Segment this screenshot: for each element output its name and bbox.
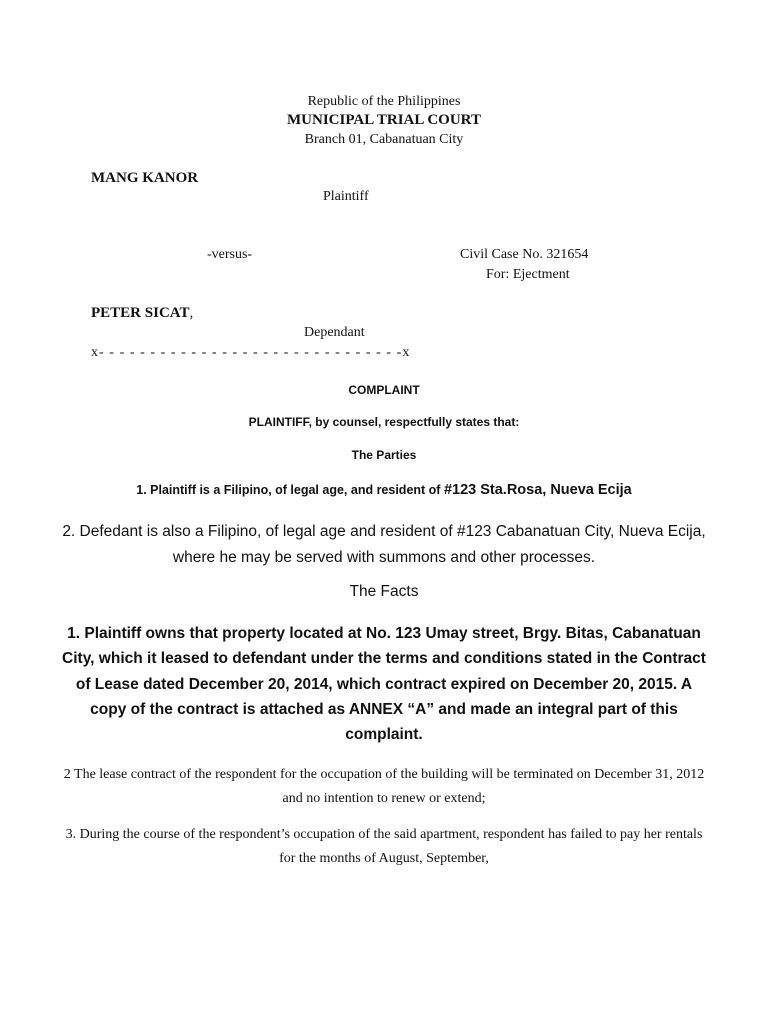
versus-label: -versus-: [207, 247, 253, 262]
plaintiff-role: Plaintiff: [323, 189, 369, 204]
defendant-name: PETER SICAT: [91, 305, 190, 321]
case-subject: For: Ejectment: [486, 267, 570, 282]
party-paragraph-2: 2. Defedant is also a Filipino, of legal age and resident of #123 Cabanatuan City, Nueva Ecija, where he may be served with summons and other processes.: [62, 523, 706, 566]
defendant-comma: ,: [189, 305, 194, 321]
fact-paragraph-3: 3. During the course of the respondent’s occupation of the said apartment, respondent has failed to pay her rentals for the months of August, September,: [65, 827, 703, 866]
party-1-address: #123 Sta.Rosa, Nueva Ecija: [443, 482, 632, 498]
party-paragraph-1: [0, 482, 768, 498]
plaintiff-name: MANG KANOR: [91, 170, 199, 186]
complaint-title: COMPLAINT: [348, 383, 420, 397]
court-branch: Branch 01, Cabanatuan City: [304, 132, 464, 147]
fact-paragraph-1: 1. Plaintiff owns that property located at No. 123 Umay street, Brgy. Bitas, Cabanatuan City, which it leased to defendant under the terms and conditions stated in the Contract of Lease dated December 20, 2014, which contract expired on December 20, 2015. A copy of the contract is attached as ANNEX “A” and made an integral part of this complaint.: [62, 625, 706, 744]
party-1-text: 1. Plaintiff is a Filipino, of legal age, and resident of: [136, 483, 444, 497]
defendant-role: Dependant: [304, 325, 365, 340]
defendant-name-line: [91, 305, 193, 322]
facts-heading: The Facts: [349, 583, 419, 600]
parties-heading: The Parties: [351, 448, 417, 462]
case-number: Civil Case No. 321654: [460, 247, 589, 262]
fact-paragraph-2: 2 The lease contract of the respondent for the occupation of the building will be terminated on December 31, 2012 and no intention to renew or extend;: [63, 767, 705, 806]
court-name: MUNICIPAL TRIAL COURT: [287, 112, 481, 128]
republic-line: Republic of the Philippines: [307, 94, 461, 109]
intro-statement: PLAINTIFF, by counsel, respectfully states that:: [248, 415, 520, 429]
caption-divider: x- - - - - - - - - - - - - - - - - - - - - - - - - - - - - -x: [91, 345, 411, 360]
